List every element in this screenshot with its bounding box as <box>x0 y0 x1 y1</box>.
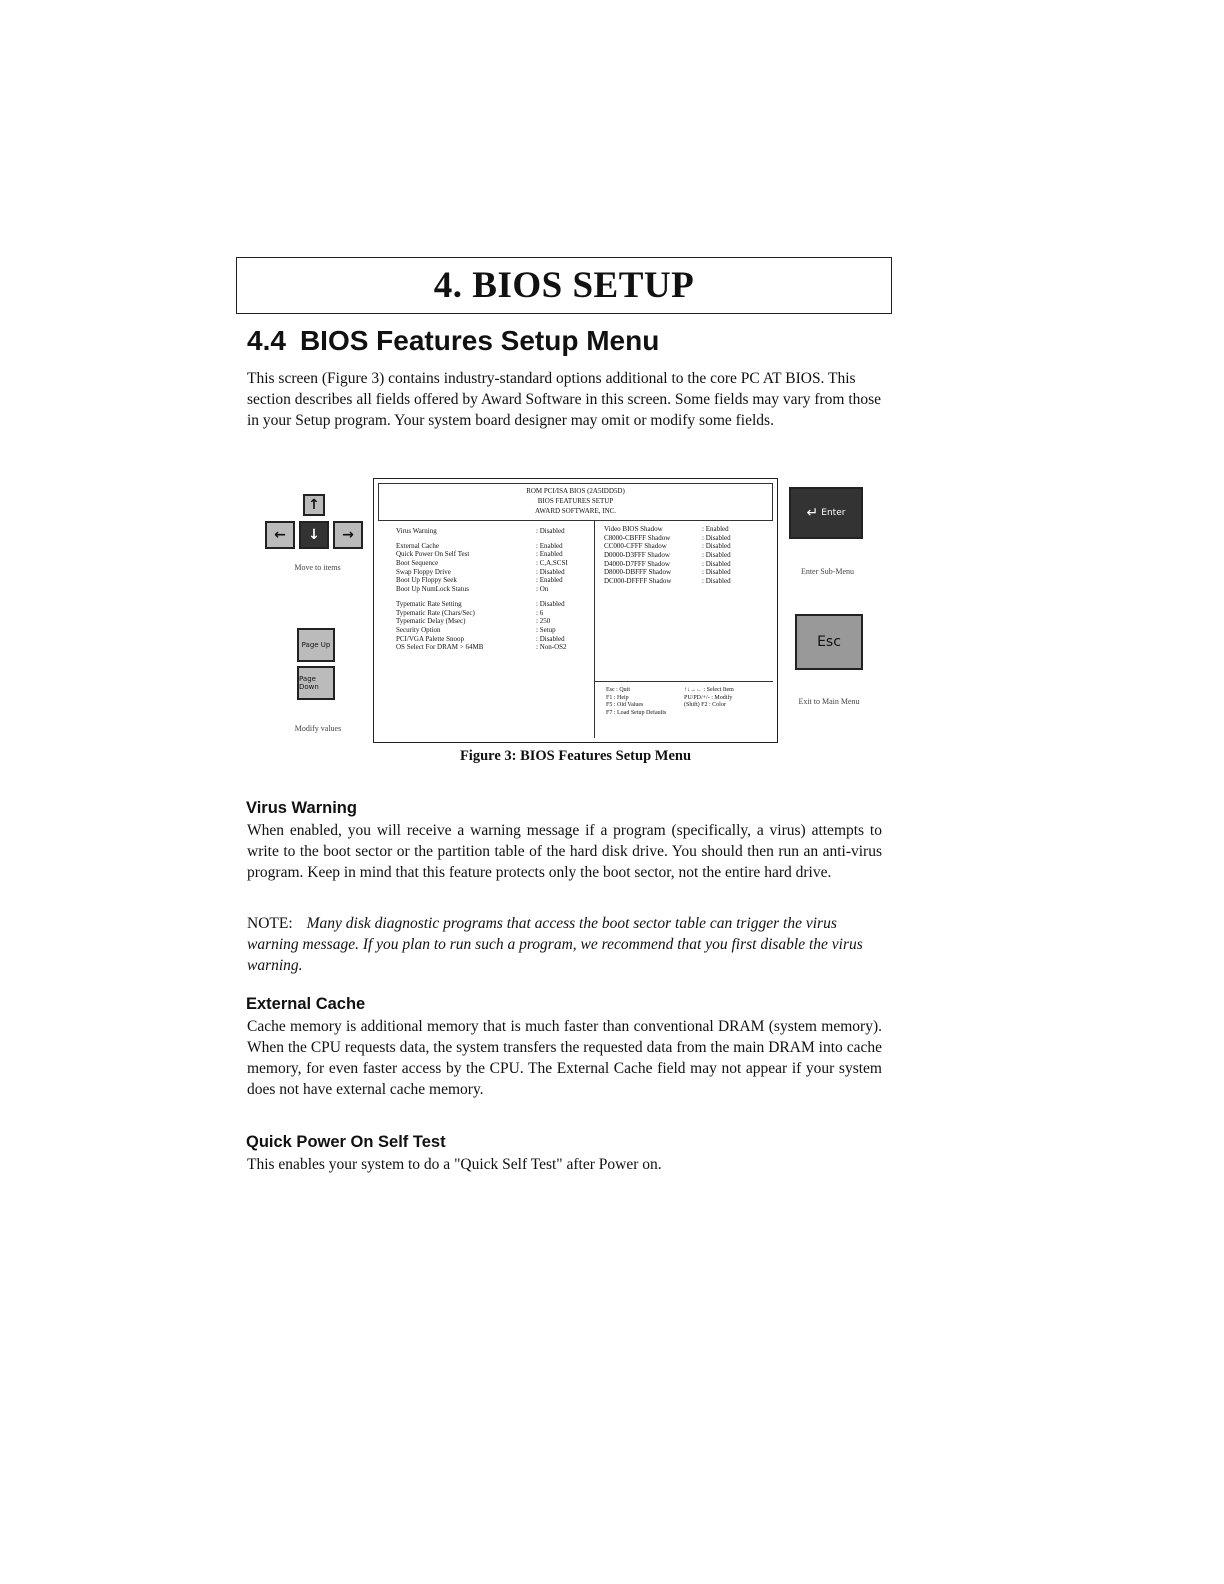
page-down-key-text: Page Down <box>299 675 319 691</box>
bios-help-desc: (Shift) F2 : Color <box>684 702 726 708</box>
section-heading: BIOS Features Setup Menu <box>299 325 660 356</box>
bios-setting-label: Typematic Delay (Msec) <box>396 617 466 626</box>
bios-setting-value[interactable]: : Disabled <box>702 568 731 577</box>
bios-setting-label: DC000-DFFFF Shadow <box>604 577 672 586</box>
section-title <box>247 325 659 357</box>
bios-setting-row[interactable] <box>604 560 769 569</box>
figure-caption: Figure 3: BIOS Features Setup Menu <box>459 748 692 764</box>
quick-post-body: This enables your system to do a "Quick Self Test" after Power on. <box>247 1156 662 1173</box>
page-down-key-icon <box>297 666 335 700</box>
bios-setting-row[interactable] <box>604 577 769 586</box>
bios-setting-label: Typematic Rate Setting <box>396 599 462 608</box>
bios-help-divider <box>594 681 773 682</box>
modify-values-label: Modify values <box>294 724 342 733</box>
enter-key-text: Enter <box>821 508 846 518</box>
bios-setting-label: Security Option <box>396 625 441 634</box>
bios-setting-value[interactable]: : 6 <box>536 608 544 617</box>
bios-setting-label: Swap Floppy Drive <box>396 567 451 576</box>
bios-setting-value[interactable]: : Enabled <box>536 541 563 550</box>
bios-setting-value[interactable]: : C,A,SCSI <box>536 559 568 568</box>
bios-setting-label: Typematic Rate (Chars/Sec) <box>396 608 475 617</box>
bios-setting-row[interactable] <box>396 643 596 652</box>
bios-help-desc: PU/PD/+/- : Modify <box>684 694 733 701</box>
bios-setting-row[interactable] <box>396 617 596 626</box>
section-number: 4.4 <box>247 325 286 356</box>
bios-setting-label: Quick Power On Self Test <box>396 550 470 559</box>
bios-setting-value[interactable]: : Disabled <box>702 533 731 542</box>
arrow-left-icon: ← <box>265 521 295 549</box>
enter-submenu-label: Enter Sub-Menu <box>800 567 855 576</box>
bios-setting-value[interactable]: : Enabled <box>702 525 729 533</box>
bios-setting-label: Boot Sequence <box>396 559 439 568</box>
note-text: Many disk diagnostic programs that access the boot sector table can trigger the virus warning message. If you plan to run such a program, we recommend that you first disable the virus warning. <box>247 915 863 974</box>
bios-help-row <box>606 695 766 703</box>
bios-setting-value[interactable]: : Enabled <box>536 576 563 585</box>
bios-setting-value[interactable]: : Disabled <box>702 551 731 560</box>
bios-header-line: AWARD SOFTWARE, INC. <box>534 507 617 515</box>
chapter-title: 4. BIOS SETUP <box>433 265 695 306</box>
note-label: NOTE: <box>247 915 293 932</box>
bios-setting-row[interactable] <box>396 600 596 609</box>
bios-setting-row[interactable] <box>396 542 596 551</box>
bios-header <box>378 483 773 521</box>
virus-note <box>247 913 882 976</box>
bios-setting-value[interactable]: : Non-OS2 <box>536 643 567 652</box>
bios-setting-row[interactable] <box>396 568 596 577</box>
bios-setting-row[interactable] <box>396 550 596 559</box>
bios-setting-row[interactable] <box>604 551 769 560</box>
bios-help-row <box>606 710 766 718</box>
bios-screen-figure <box>373 478 778 743</box>
esc-key-icon <box>795 614 863 670</box>
bios-setting-label: D0000-D3FFF Shadow <box>604 551 670 560</box>
bios-setting-row[interactable] <box>396 585 596 594</box>
virus-warning-body: When enabled, you will receive a warning message if a program (specifically, a virus) attempts to write to the boot sector or the partition table of the hard disk drive. You should then run an anti-virus program. Keep in mind that this feature protects only the boot sector, not the entire hard drive. <box>247 822 882 881</box>
external-cache-heading: External Cache <box>246 995 366 1013</box>
page-up-key-text: Page Up <box>301 641 331 649</box>
bios-setting-row[interactable] <box>604 568 769 577</box>
esc-key-text: Esc <box>817 634 841 650</box>
bios-setting-row[interactable] <box>396 576 596 585</box>
bios-setting-label: PCI/VGA Palette Snoop <box>396 634 465 643</box>
bios-setting-row[interactable] <box>396 559 596 568</box>
chapter-title-box <box>236 257 892 314</box>
enter-key-icon <box>789 487 863 539</box>
bios-setting-label: Boot Up Floppy Seek <box>396 576 457 585</box>
arrow-right-icon: → <box>333 521 363 549</box>
bios-setting-row[interactable] <box>604 542 769 551</box>
bios-setting-row[interactable] <box>604 534 769 543</box>
external-cache-body: Cache memory is additional memory that is much faster than conventional DRAM (system memory). When the CPU requests data, the system transfers the requested data from the main DRAM into cache memory, for even faster access by the CPU. The External Cache field may not appear if your system does not have external cache memory. <box>247 1018 882 1098</box>
bios-setting-label: External Cache <box>396 541 439 550</box>
bios-setting-value[interactable]: : Disabled <box>702 577 731 586</box>
virus-warning-heading: Virus Warning <box>246 799 357 817</box>
bios-setting-label: Virus Warning <box>396 527 437 535</box>
bios-setting-label: CC000-CFFF Shadow <box>604 542 667 551</box>
bios-help-key: F1 : Help <box>606 694 629 701</box>
bios-help-key: F5 : Old Values <box>606 702 644 708</box>
bios-setting-value[interactable]: : Enabled <box>536 550 563 559</box>
bios-help-row <box>606 702 766 710</box>
bios-setting-label: D8000-DBFFF Shadow <box>604 568 672 577</box>
bios-setting-value[interactable]: : Disabled <box>536 634 565 643</box>
arrow-down-icon: ↓ <box>299 521 329 549</box>
bios-help-row <box>606 687 766 695</box>
bios-left-column <box>396 527 596 652</box>
bios-setting-row[interactable] <box>396 635 596 644</box>
bios-setting-value[interactable]: : Disabled <box>536 567 565 576</box>
bios-header-line: BIOS FEATURES SETUP <box>537 497 614 505</box>
bios-setting-label: OS Select For DRAM > 64MB <box>396 643 484 652</box>
bios-setting-label: D4000-D7FFF Shadow <box>604 559 670 568</box>
bios-setting-row[interactable] <box>396 626 596 635</box>
bios-setting-value[interactable]: : Setup <box>536 625 556 634</box>
arrow-up-icon: ↑ <box>303 494 325 516</box>
bios-setting-value[interactable]: : 250 <box>536 617 551 626</box>
bios-setting-row[interactable] <box>396 609 596 618</box>
page-up-key-icon <box>297 628 335 662</box>
bios-header-line: ROM PCI/ISA BIOS (2A5IDD5D) <box>526 487 625 495</box>
bios-help-panel <box>606 687 766 717</box>
bios-setting-value[interactable]: : Disabled <box>536 599 565 608</box>
intro-paragraph: This screen (Figure 3) contains industry-standard options additional to the core PC AT BIOS. This section describes all fields offered by Award Software in this screen. Some fields may vary from those in your Setup program. Your system board designer may omit or modify some fields. <box>247 370 882 429</box>
bios-setting-value[interactable]: : Disabled <box>702 559 731 568</box>
bios-setting-value[interactable]: : Disabled <box>702 542 731 551</box>
bios-setting-label: Boot Up NumLock Status <box>396 585 469 594</box>
bios-help-key: F7 : Load Setup Defaults <box>606 709 667 716</box>
bios-help-key: Esc : Quit <box>606 687 630 693</box>
enter-arrow-icon: ↵ <box>806 505 819 521</box>
exit-main-menu-label: Exit to Main Menu <box>798 697 860 706</box>
bios-right-column <box>604 525 769 586</box>
quick-post-heading: Quick Power On Self Test <box>246 1133 446 1151</box>
bios-setting-row[interactable] <box>604 525 769 534</box>
bios-setting-label: Video BIOS Shadow <box>604 525 663 533</box>
bios-setting-label: C8000-CBFFF Shadow <box>604 533 671 542</box>
move-items-label: Move to items <box>294 563 341 572</box>
bios-setting-value[interactable]: : On <box>536 585 549 594</box>
bios-setting-value[interactable]: : Disabled <box>536 527 565 535</box>
bios-setting-row[interactable] <box>396 527 596 536</box>
bios-help-desc: ↑↓→← : Select Item <box>684 687 734 693</box>
